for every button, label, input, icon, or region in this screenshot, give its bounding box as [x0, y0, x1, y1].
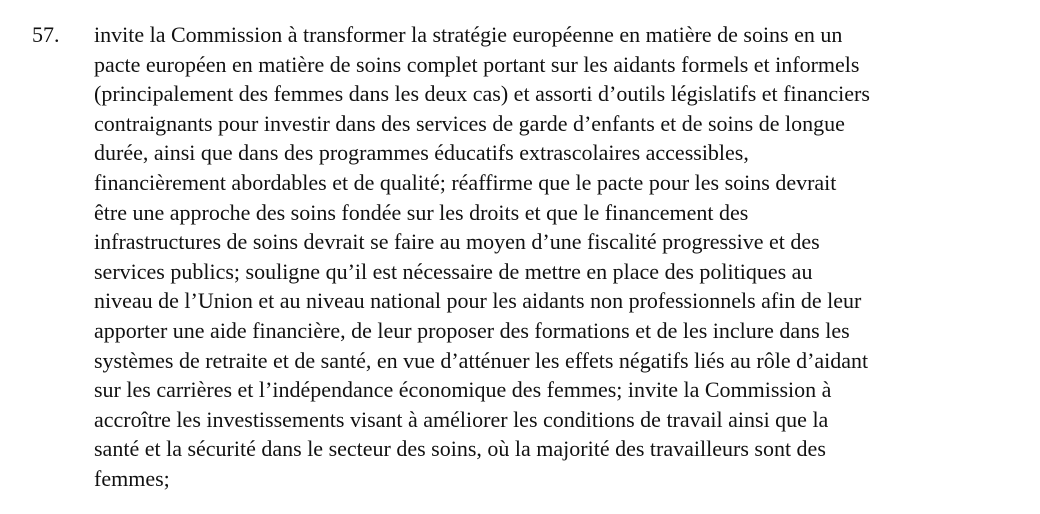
text-line: contraignants pour investir dans des services de garde d’enfants et de soins de longue	[94, 110, 845, 136]
text-line: apporter une aide financière, de leur proposer des formations et de les inclure dans les	[94, 317, 850, 343]
text-line: systèmes de retraite et de santé, en vue d’atténuer les effets négatifs liés au rôle d’aidant	[94, 347, 869, 373]
paragraph-text	[94, 20, 1034, 494]
text-line: être une approche des soins fondée sur les droits et que le financement des	[94, 199, 749, 225]
text-line: accroître les investissements visant à améliorer les conditions de travail ainsi que la	[94, 406, 829, 432]
text-line: financièrement abordables et de qualité; réaffirme que le pacte pour les soins devrait	[94, 169, 837, 195]
text-line: pacte européen en matière de soins complet portant sur les aidants formels et informels	[94, 51, 860, 77]
text-line: infrastructures de soins devrait se faire au moyen d’une fiscalité progressive et des	[94, 229, 820, 255]
text-line: durée, ainsi que dans des programmes éducatifs extrascolaires accessibles,	[94, 140, 749, 166]
text-line: (principalement des femmes dans les deux cas) et assorti d’outils législatifs et financiers	[94, 81, 870, 107]
paragraph-number: 57.	[32, 22, 60, 47]
text-line: niveau de l’Union et au niveau national pour les aidants non professionnels afin de leur	[94, 288, 862, 314]
text-line: invite la Commission à transformer la stratégie européenne en matière de soins en un	[94, 22, 843, 47]
text-line: sur les carrières et l’indépendance économique des femmes; invite la Commission à	[94, 377, 832, 403]
text-line: femmes;	[94, 465, 170, 491]
text-line: santé et la sécurité dans le secteur des soins, où la majorité des travailleurs sont des	[94, 436, 826, 462]
text-line: services publics; souligne qu’il est nécessaire de mettre en place des politiques au	[94, 258, 813, 284]
